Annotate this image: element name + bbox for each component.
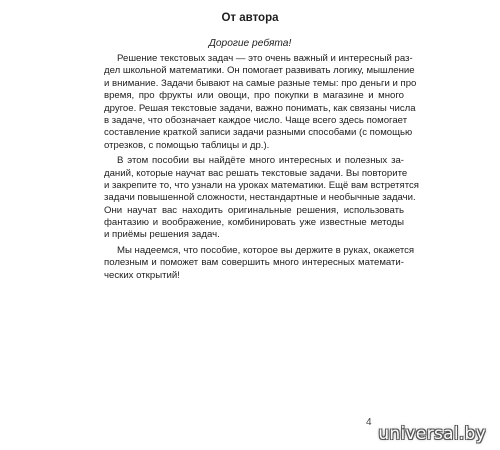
text-line: задачи повышенной сложности, нестандартные и необычные задачи. bbox=[104, 192, 416, 204]
text-line: даний, которые научат вас решать текстовые задачи. Вы повторите bbox=[104, 167, 408, 179]
text-line: Мы надеемся, что пособие, которое вы держите в руках, окажется bbox=[117, 244, 415, 256]
paragraph-2 bbox=[104, 155, 420, 242]
text-line: и внимание. Задачи бывают на самые разные темы: про деньги и про bbox=[104, 77, 417, 89]
text-line: в задаче, что обозначает каждое число. Чаще всего здесь помогает bbox=[104, 114, 408, 126]
text-line: Решение текстовых задач — это очень важный и интересный раз- bbox=[117, 53, 413, 64]
paragraph-1 bbox=[104, 53, 417, 152]
watermark: universal.by bbox=[378, 424, 486, 444]
text-line: дел школьной математики. Он помогает развивать логику, мышление bbox=[104, 65, 415, 77]
text-line: фантазию и воображение, комбинировать уже известные методы bbox=[104, 217, 404, 229]
text-line: В этом пособии вы найдёте много интересных и полезных за- bbox=[117, 155, 404, 167]
text-line: ческих открытий! bbox=[104, 269, 180, 281]
text-line: другое. Решая текстовые задачи, важно понимать, как связаны числа bbox=[104, 102, 416, 114]
text-line: Они научат вас находить оригинальные решения, использовать bbox=[104, 204, 404, 216]
body-text bbox=[104, 53, 420, 282]
text-line: полезным и поможет вам совершить много интересных математи- bbox=[104, 257, 404, 269]
text-line: составление краткой записи задачи разными способами (с помощью bbox=[104, 127, 413, 139]
text-line: время, про фрукты или овощи, про покупки в магазине и много bbox=[104, 90, 404, 102]
text-line: и приёмы решения задач. bbox=[104, 229, 220, 241]
text-line: и закрепите то, что узнали на уроках математики. Ещё вам встретятся bbox=[104, 179, 420, 191]
paragraph-3 bbox=[104, 244, 415, 282]
page-title: От автора bbox=[221, 12, 279, 24]
text-line: отрезков, с помощью таблицы и др.). bbox=[104, 139, 270, 151]
page-number: 4 bbox=[366, 417, 372, 428]
salutation: Дорогие ребята! bbox=[208, 38, 292, 49]
